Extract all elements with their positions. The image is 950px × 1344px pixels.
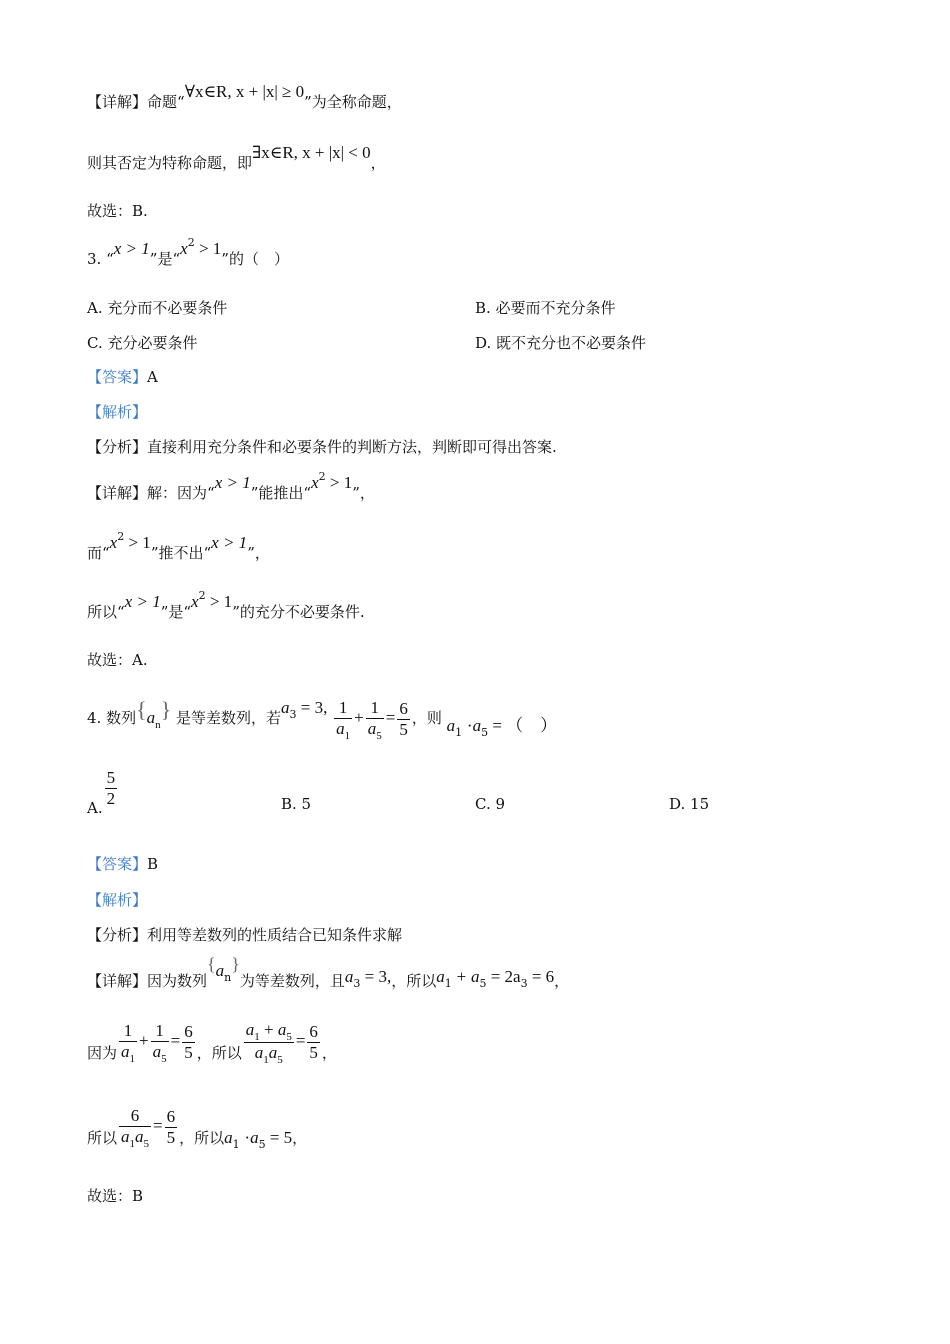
text: ，所以 <box>179 1129 225 1147</box>
text: 为等差数列，且 <box>239 972 345 990</box>
analysis-tag: 【解析】 <box>87 403 148 421</box>
brace-right: } <box>160 697 172 722</box>
option-c: C. 充分必要条件 <box>87 334 198 352</box>
fraction-6-5 <box>397 699 410 740</box>
exponent: 2 <box>187 236 195 249</box>
text: ”， <box>247 544 270 562</box>
text: ”能推出“ <box>250 484 312 502</box>
sub: 5 <box>286 1030 292 1043</box>
den: 5 <box>309 1042 318 1062</box>
plus: + <box>354 708 364 727</box>
sub: 1 <box>232 1138 240 1151</box>
text: ，所以 <box>391 972 437 990</box>
detail-line-2 <box>87 143 386 173</box>
seq-sub: n <box>155 719 161 731</box>
answer-value: A <box>147 368 158 386</box>
exponent: 2 <box>318 470 326 483</box>
detail-line-1 <box>87 82 402 112</box>
analysis-tag: 【解析】 <box>87 891 148 909</box>
eq: = <box>385 708 396 727</box>
answer-tag: 【答案】 <box>87 855 148 873</box>
rest: > 1 <box>205 592 233 611</box>
option-d: D. 15 <box>669 795 710 813</box>
exponent: 2 <box>117 530 125 543</box>
detail-text: 命题“ <box>147 93 185 111</box>
fenxi-tag: 【分析】 <box>87 438 148 456</box>
formula-x2-gt-1 <box>191 589 233 611</box>
q3-detail-1 <box>87 470 375 505</box>
formula-forall: ∀x∈R, x + |x| ≥ 0 <box>184 82 305 101</box>
q4-detail-1: 【详解】因为数列$\{a_n\}$为等差数列，且$a_3 = 3$,，所以$a_1 + a_5 = 2a_3 = 6$， <box>87 954 570 990</box>
den: 5 <box>399 719 408 739</box>
exponent: 2 <box>198 589 206 602</box>
formula-x-gt-1: x > 1 <box>214 473 251 492</box>
quote: ”是“ <box>149 250 181 268</box>
brace-left: { <box>136 697 147 722</box>
fraction-5-2 <box>105 768 118 809</box>
fenxi-line <box>87 925 402 945</box>
sub: 3 <box>353 977 361 990</box>
q3-detail-3 <box>87 589 365 624</box>
fraction-1-a1: $\frac{1}{a_1}$ <box>336 697 351 742</box>
text: ， <box>321 1044 337 1062</box>
num: 6 <box>184 1021 193 1041</box>
detail-tag: 【详解】 <box>87 972 148 990</box>
formula-x-gt-1: x > 1 <box>124 592 161 611</box>
sub: n <box>224 971 232 984</box>
text: ，所以 <box>196 1044 242 1062</box>
text: ”是“ <box>160 603 192 621</box>
detail-tag: 【详解】 <box>87 93 148 111</box>
answer-tag: 【答案】 <box>87 368 148 386</box>
sub: 5 <box>277 1053 283 1066</box>
fenxi-text: 利用等差数列的性质结合已知条件求解 <box>147 926 403 944</box>
text: 是等差数列，若 <box>176 709 282 727</box>
fraction-1-a5: $\frac{1}{a_5}$ <box>367 697 382 742</box>
num: 6 <box>166 1106 176 1126</box>
formula-x-gt-1: x > 1 <box>211 533 248 552</box>
eq: = <box>295 1031 306 1050</box>
option-a: A. 充分而不必要条件 <box>87 299 228 317</box>
sub: 5 <box>481 726 489 739</box>
text: ，则 <box>411 709 442 727</box>
dot: · <box>466 716 473 735</box>
question-number: 4. 数列 <box>87 709 137 727</box>
detail-tag: 【详解】 <box>87 484 148 502</box>
q4-detail-3: 所以 $\frac{6}{a_1a_5}$ = $\frac{6}{5}$ ，所以$a_1 \cdot a_5 = 5$， <box>87 1105 308 1151</box>
fenxi-line <box>87 437 557 457</box>
option-b: B. 5 <box>281 795 312 813</box>
formula-x2-gt-1 <box>311 470 353 492</box>
formula-x2-gt-1 <box>109 530 151 552</box>
option-a <box>87 768 119 817</box>
formula-exists: ∃x∈R, x + |x| < 0 <box>252 143 371 162</box>
den: 5 <box>166 1127 176 1147</box>
detail-text: ， <box>370 154 386 172</box>
rest: > 1 <box>124 533 151 552</box>
sub: 5 <box>479 977 487 990</box>
detail-text: 则其否定为特称命题，即 <box>87 154 253 172</box>
var: x <box>311 473 319 492</box>
q4-detail-2: 因为 $\frac{1}{a_1}$ + $\frac{1}{a_5}$ = $\frac{6}{5}$ ，所以 $\frac{a_1 + a_5}{a_1a_5}$ = $\frac{6}{5}$ ， <box>87 1019 337 1066</box>
num: 1 <box>334 698 352 719</box>
text: ”推不出“ <box>150 544 212 562</box>
sub: 1 <box>129 1137 136 1150</box>
text: 所以“ <box>87 603 125 621</box>
sub: 5 <box>143 1137 150 1150</box>
formula-x-gt-1: x > 1 <box>113 239 150 258</box>
sub: 1 <box>344 729 351 742</box>
answer-line <box>87 367 158 387</box>
num: 6 <box>119 1106 151 1127</box>
sub: 3 <box>289 708 297 721</box>
quote: “ <box>106 250 114 268</box>
question-3-stem <box>87 236 289 271</box>
num: 6 <box>309 1021 318 1041</box>
text: 所以 <box>87 1129 118 1147</box>
text: ， <box>554 972 570 990</box>
answer-value: B <box>147 855 159 873</box>
dot: · <box>244 1128 251 1147</box>
num: 1 <box>366 698 384 719</box>
sub: 5 <box>161 1052 167 1065</box>
text: 因为数列 <box>147 972 208 990</box>
eq: = <box>153 1116 163 1135</box>
text: 解：因为“ <box>147 484 215 502</box>
sub: 5 <box>376 729 382 742</box>
sub: 1 <box>129 1052 136 1065</box>
num: 1 <box>119 1021 137 1042</box>
sub: 1 <box>254 1030 260 1043</box>
fenxi-text: 直接利用充分条件和必要条件的判断方法，判断即可得出答案. <box>147 438 557 456</box>
sub: 3 <box>520 977 528 990</box>
eq: = <box>170 1031 181 1050</box>
rest: > 1 <box>325 473 353 492</box>
rest: > 1 <box>194 239 222 258</box>
den: 2 <box>106 789 116 808</box>
eq: = 6 <box>527 967 555 986</box>
detail-text: ”为全称命题， <box>304 93 402 111</box>
tail: = （ ） <box>488 716 558 735</box>
text: 因为 <box>87 1044 118 1062</box>
num: 6 <box>399 698 408 718</box>
answer-line <box>87 854 158 874</box>
formula-x2-gt-1 <box>180 236 222 258</box>
sub: 1 <box>455 726 463 739</box>
var: x <box>180 239 188 258</box>
den: 5 <box>184 1042 193 1062</box>
eq: = 5 <box>265 1128 293 1147</box>
question-4-stem: 4. 数列$\{a_n\}$ 是等差数列，若$a_3 = 3$, $\frac{1}{a_1}$ + $\frac{1}{a_5}$ = $\frac{6}{5}$ ，则 $a_1 \cdot a_5$ = （ ） <box>87 697 558 742</box>
num: 5 <box>106 768 116 787</box>
choose-line: 故选：A. <box>87 651 148 669</box>
option-b: B. 必要而不充分条件 <box>475 299 616 317</box>
choose-line: 故选：B <box>87 1187 144 1205</box>
option-c: C. 9 <box>475 795 506 813</box>
num: 1 <box>151 1021 169 1042</box>
var: x <box>109 533 118 552</box>
quote: ”的（ ） <box>221 250 289 268</box>
text: ， <box>292 1129 308 1147</box>
var: x <box>191 592 199 611</box>
label: A. <box>87 798 103 817</box>
var-a: a <box>281 698 290 717</box>
seq-var: a <box>146 708 156 727</box>
fenxi-tag: 【分析】 <box>87 926 148 944</box>
text: 而“ <box>87 544 110 562</box>
choose-line: 故选：B. <box>87 202 148 220</box>
q3-detail-2 <box>87 530 270 565</box>
question-number: 3. <box>87 250 102 268</box>
text: ”的充分不必要条件. <box>232 603 365 621</box>
sub: 5 <box>258 1138 266 1151</box>
eq: = 3, <box>296 698 328 717</box>
text: ”， <box>352 484 375 502</box>
sub: 1 <box>444 977 452 990</box>
eq: = 2a <box>486 967 521 986</box>
sub: 1 <box>263 1053 269 1066</box>
option-d: D. 既不充分也不必要条件 <box>475 334 647 352</box>
eq: = 3, <box>360 967 392 986</box>
